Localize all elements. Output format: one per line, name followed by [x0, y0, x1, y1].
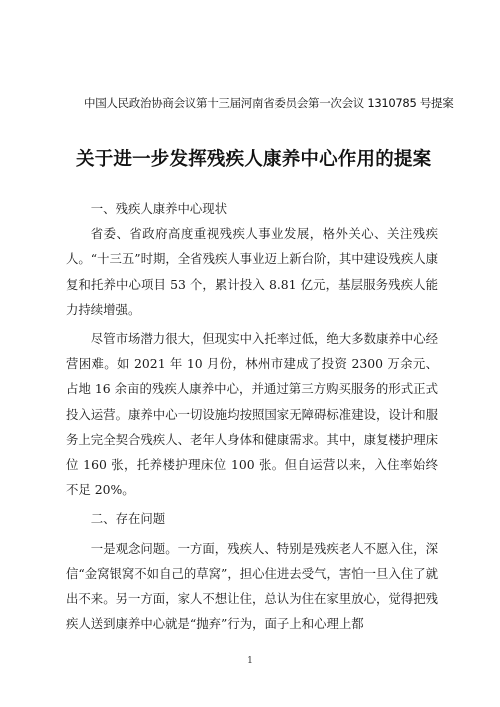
paragraph: 一是观念问题。一方面，残疾人、特别是残疾老人不愿入住，深信“金窝银窝不如自己的草窝”，担心住进去受气，害怕一旦入住了就出不来。另一方面，家人不想让住，总认为住在家里放心，觉得把残疾人送到康养中心就是“抛弃”行为，面子上和心理上都	[66, 540, 438, 632]
paragraph: 省委、省政府高度重视残疾人事业发展，格外关心、关注残疾人。“十三五”时期，全省残疾人事业迈上新台阶，其中建设残疾人康复和托养中心项目 53 个，累计投入 8.81 亿元，基层服务残疾人能力持续增强。	[66, 226, 438, 317]
section-heading-status: 一、残疾人康养中心现状	[90, 201, 228, 216]
document-title: 关于进一步发挥残疾人康养中心作用的提案	[76, 149, 432, 170]
page-number: 1	[247, 656, 253, 666]
proposal-header: 中国人民政治协商会议第十三届河南省委员会第一次会议 1310785 号提案	[84, 96, 454, 110]
paragraph: 尽管市场潜力很大，但现实中入托率过低，绝大多数康养中心经营困难。如 2021 年 10 月份，林州市建成了投资 2300 万余元、占地 16 余亩的残疾人康养中心，并通过第三方购买服务的形式正式投入运营。康养中心一切设施均按照国家无障碍标准建设，设计和服务上完全契合残疾人、老年人身体和健康需求。其中，康复楼护理床位 160 张，托养楼护理床位 100 张。但自运营以来，入住率始终不足 20%。	[66, 331, 438, 498]
section-heading-problems: 二、存在问题	[90, 511, 166, 527]
document-body	[66, 192, 438, 636]
